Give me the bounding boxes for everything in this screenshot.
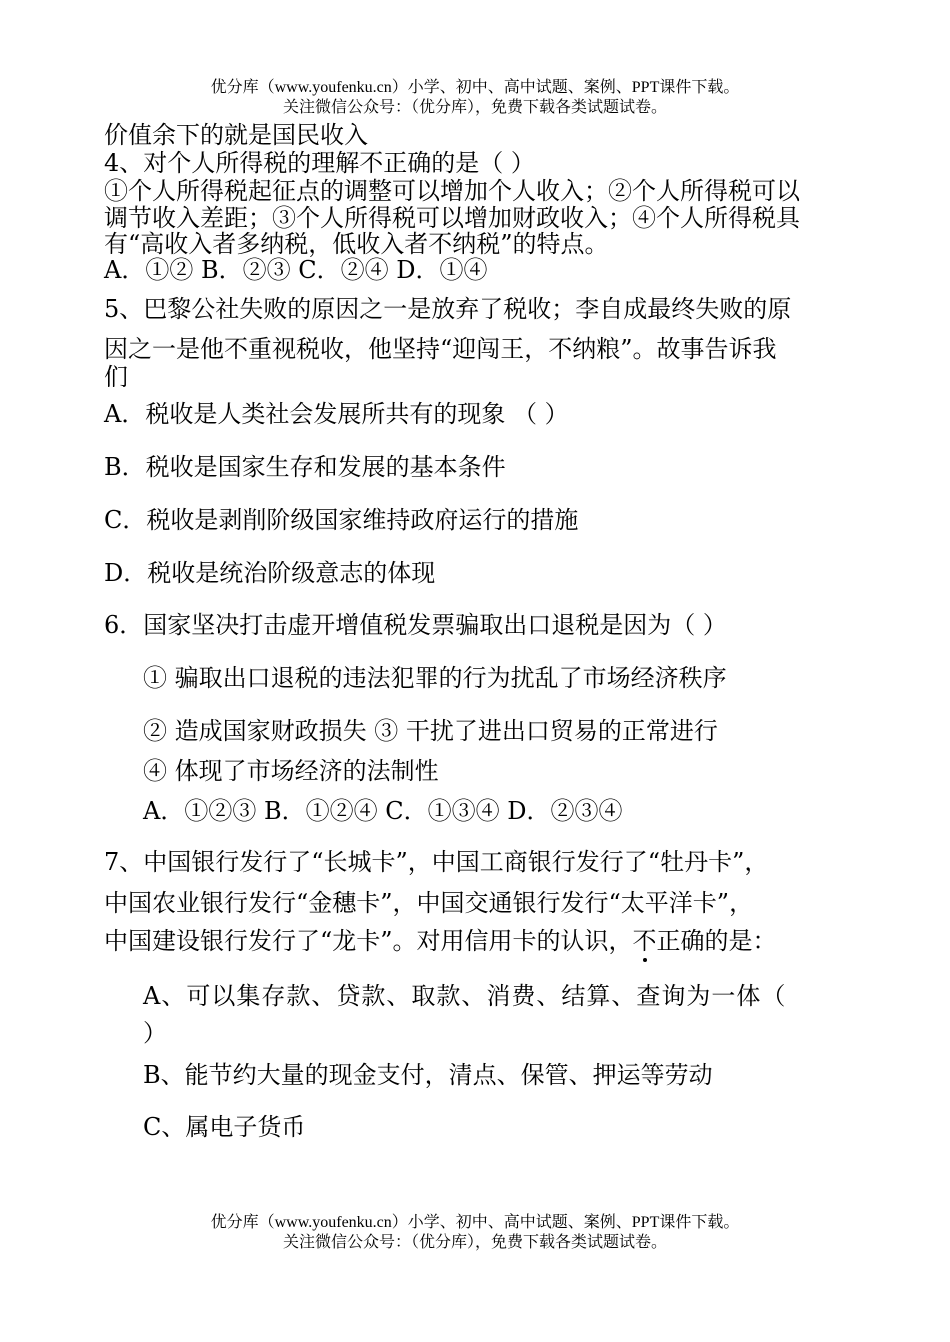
footer-line-2: 关注微信公众号：（优分库），免费下载各类试题试卷。 xyxy=(282,1234,667,1251)
q7-option-b: B、能节约大量的现金支付，清点、保管、押运等劳动 xyxy=(143,1061,713,1089)
header-line-2: 关注微信公众号：（优分库），免费下载各类试题试卷。 xyxy=(282,99,667,116)
q5-option-c: C．税收是剥削阶级国家维持政府运行的措施 xyxy=(104,506,579,534)
q4-options: A．①② B．②③ C．②④ D．①④ xyxy=(104,256,488,284)
q7-option-a: A、可以集存款、贷款、取款、消费、结算、查询为一体（ xyxy=(143,982,787,1010)
emphasis-dot-char: 不 xyxy=(632,927,657,955)
q7-option-a-tail: ） xyxy=(143,1019,167,1047)
q5-stem-line-2: 因之一是他不重视税收，他坚持“迎闯王，不纳粮”。故事告诉我 xyxy=(104,335,777,363)
q7-stem-line-3 xyxy=(104,926,777,956)
q5-option-d: D．税收是统治阶级意志的体现 xyxy=(104,559,436,587)
q5-stem-line-1: 5、巴黎公社失败的原因之一是放弃了税收；李自成最终失败的原 xyxy=(104,295,792,323)
q7-stem-line-1: 7、中国银行发行了“长城卡”，中国工商银行发行了“牡丹卡”， xyxy=(104,848,769,876)
q7-stem-line-3-part-1: 中国建设银行发行了“龙卡”。对用信用卡的认识， xyxy=(104,927,633,955)
q4-statements-line-2: 调节收入差距；③个人所得税可以增加财政收入；④个人所得税具 xyxy=(104,204,800,232)
q5-option-b: B．税收是国家生存和发展的基本条件 xyxy=(104,453,506,481)
q3-tail-text: 价值余下的就是国民收入 xyxy=(104,121,368,149)
page-header xyxy=(0,78,950,118)
q7-stem-line-2: 中国农业银行发行“金穗卡”，中国交通银行发行“太平洋卡”， xyxy=(104,889,754,917)
q6-statement-1: ① 骗取出口退税的违法犯罪的行为扰乱了市场经济秩序 xyxy=(143,664,727,692)
q4-stem: 4、对个人所得税的理解不正确的是（ ） xyxy=(104,149,535,177)
page-footer xyxy=(0,1213,950,1253)
q6-statement-4: ④ 体现了市场经济的法制性 xyxy=(143,757,439,785)
q7-option-c: C、属电子货币 xyxy=(143,1113,306,1141)
q7-stem-line-3-part-2: 正确的是： xyxy=(656,927,777,955)
q5-option-a: A．税收是人类社会发展所共有的现象 （ ） xyxy=(104,400,569,428)
q5-stem-line-3: 们 xyxy=(104,363,128,391)
footer-line-1: 优分库（www.youfenku.cn）小学、初中、高中试题、案例、PPT课件下载。 xyxy=(210,1214,740,1231)
header-line-1: 优分库（www.youfenku.cn）小学、初中、高中试题、案例、PPT课件下载。 xyxy=(210,79,740,96)
q4-statements-line-3: 有“高收入者多纳税，低收入者不纳税”的特点。 xyxy=(104,230,609,258)
q6-stem: 6．国家坚决打击虚开增值税发票骗取出口退税是因为（ ） xyxy=(104,611,727,639)
q6-statement-2-3: ② 造成国家财政损失 ③ 干扰了进出口贸易的正常进行 xyxy=(143,717,718,745)
q4-statements-line-1: ①个人所得税起征点的调整可以增加个人收入；②个人所得税可以 xyxy=(104,177,800,205)
q6-options: A．①②③ B．①②④ C．①③④ D．②③④ xyxy=(143,797,623,825)
